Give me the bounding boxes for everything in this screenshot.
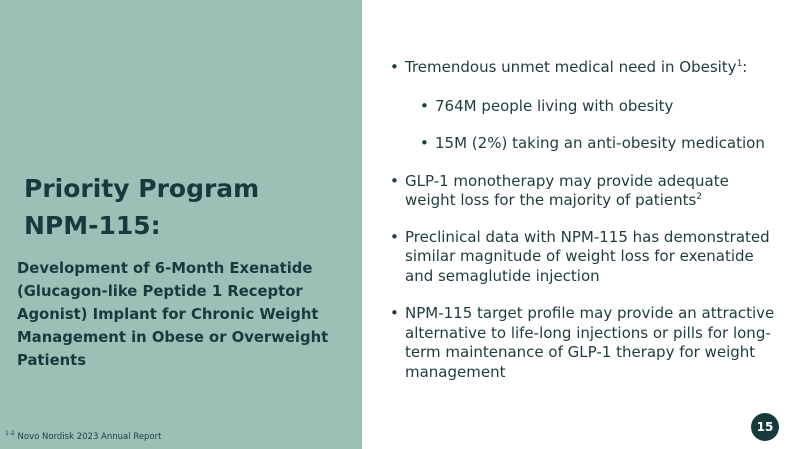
bullet-target-profile: [390, 304, 780, 382]
bullet-glp1-monotherapy: [390, 172, 780, 211]
slide-title-line-2: NPM-115:: [24, 211, 161, 240]
footnote: [5, 430, 161, 442]
page-number-badge: 15: [751, 413, 779, 441]
slide-title: [24, 170, 354, 244]
bullet-unmet-need-text: Tremendous unmet medical need in Obesity: [405, 58, 737, 76]
bullet-list: [390, 58, 780, 382]
bullet-unmet-need-colon: :: [742, 58, 748, 76]
sub-bullet-medication-text: 15M (2%) taking an anti-obesity medication: [435, 134, 765, 152]
bullet-preclinical-data: [390, 228, 780, 287]
bullet-unmet-need: [390, 58, 780, 78]
sub-bullet-people-obesity: [420, 97, 780, 117]
bullet-unmet-need-ref: 1: [736, 59, 743, 69]
footnote-marker: 1-2: [5, 430, 15, 437]
bullet-preclinical-data-text: Preclinical data with NPM-115 has demonstrated similar magnitude of weight loss for exenatide and semaglutide injection: [405, 227, 770, 285]
bullet-glp1-monotherapy-text: GLP-1 monotherapy may provide adequate weight loss for the majority of patients: [405, 171, 729, 209]
footnote-text: Novo Nordisk 2023 Annual Report: [17, 431, 162, 442]
bullet-glp1-monotherapy-ref: 2: [696, 192, 703, 202]
slide-subtitle: Development of 6-Month Exenatide (Glucagon-like Peptide 1 Receptor Agonist) Implant for Chronic Weight Management in Obese or Overweight Patients: [17, 260, 329, 369]
bullet-target-profile-text: NPM-115 target profile may provide an attractive alternative to life-long injections or pills for long-term maintenance of GLP-1 therapy for weight management: [405, 304, 775, 381]
slide-title-line-1: Priority Program: [24, 174, 260, 203]
sub-bullet-people-obesity-text: 764M people living with obesity: [435, 96, 674, 115]
sub-bullet-medication: [420, 134, 780, 154]
left-panel: [0, 0, 362, 449]
